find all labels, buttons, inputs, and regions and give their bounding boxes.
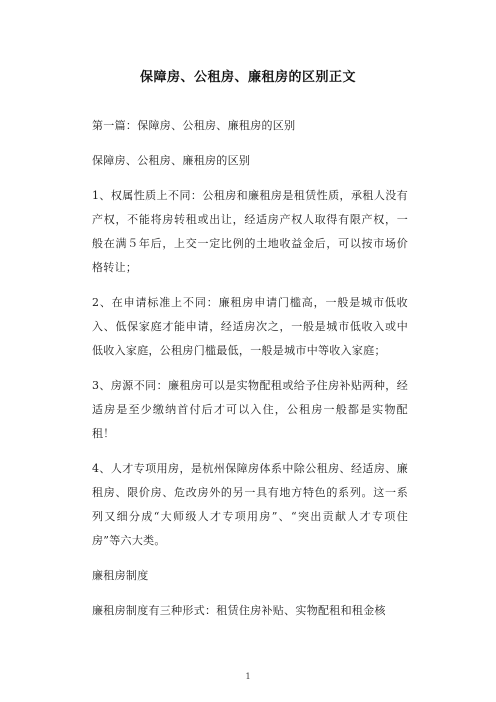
paragraph-3: 3、房源不同：廉租房可以是实物配租或给予住房补贴两种，经适房是至少缴纳首付后才可以入住，公租房一般都是实物配租！ [92,379,408,440]
page-number: 1 [245,672,251,681]
paragraph-5: 廉租房制度有三种形式：租赁住房补贴、实物配租和租金核 [92,604,386,617]
paragraph-1: 1、权属性质上不同：公租房和廉租房是租赁性质，承租人没有产权，不能将房转租或出让，经适房产权人取得有限产权，一般在满５年后，上交一定比例的土地收益金后，可以按市场价格转让； [92,189,408,274]
paragraph-2: 2、在申请标准上不同：廉租房申请门槛高，一般是城市低收入、低保家庭才能申请，经适房次之，一般是城市低收入或中低收入家庭，公租房门槛最低，一般是城市中等收入家庭； [92,296,408,357]
document-body [92,114,408,634]
subheading: 保障房、公租房、廉租房的区别 [92,154,251,167]
subheading-2: 廉租房制度 [92,569,149,582]
document-title: 保障房、公租房、廉租房的区别正文 [139,70,356,85]
paragraph-4: 4、人才专项用房，是杭州保障房体系中除公租房、经适房、廉租房、限价房、危改房外的另一具有地方特色的系列。这一系列又细分成“大师级人才专项用房”、“突出贡献人才专项住房”等六大类。 [92,462,408,547]
section-heading: 第一篇：保障房、公租房、廉租房的区别 [92,119,296,132]
